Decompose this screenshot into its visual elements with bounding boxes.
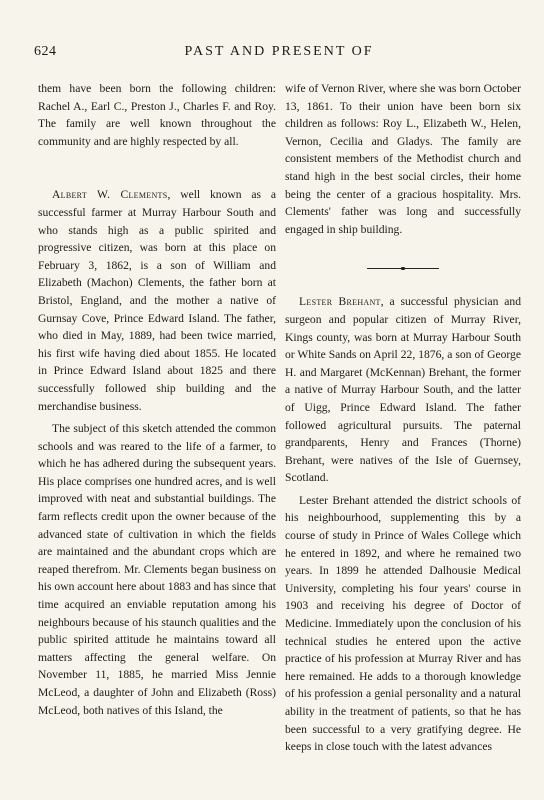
page-header [34, 44, 524, 64]
paragraph-clements-intro-text: , well known as a successful farmer at Murray Harbour South and who stands high as a public spirited and progressive citizen, was born at this place on February 3, 1862, is a son of William and Elizabeth (Machon) Clements, the father born at Bristol, England, and the mother a native of Gurnsay Cove, Prince Edward Island. The father, who died in May, 1889, had been twice married, his first wife having died about 1855. He located in Prince Edward Island about 1825 and there successfully followed ship building and the merchandise business. [38, 188, 276, 413]
running-title: PAST AND PRESENT OF [184, 44, 374, 59]
page-number: 624 [34, 44, 57, 59]
paragraph-clements-farm: The subject of this sketch attended the common schools and was reared to the life of a farmer, to which he has adhered during the subsequent years. His place comprises one hundred acres, and is well improved with neat and substantial buildings. The farm reflects credit upon the owner because of the advanced state of cultivation in which the fields are maintained and the abundant crops which are reaped therefrom. Mr. Clements began business on his own account here about 1883 and has since that time acquired an enviable reputation among his neighbours because of his staunch qualities and the public spirited attitude he maintains toward all matters affecting the general welfare. On November 11, 1885, he married Miss Jennie McLeod, a daughter of John and Elizabeth (Ross) McLeod, both natives of this Island, the [38, 422, 276, 717]
paragraph-children-list: them have been born the following children: Rachel A., Earl C., Preston J., Charles F. and Roy. The family are well known throughout the community and are highly respected by all. [38, 82, 276, 148]
paragraph-brehant-intro [285, 293, 521, 487]
subject-name-brehant: Lester Brehant [299, 295, 381, 309]
paragraph-brehant-education: Lester Brehant attended the district schools of his neighbourhood, supplementing this by a course of study in Prince of Wales College which he entered in 1892, and where he remained two years. In 1899 he attended Dalhousie Medical University, completing his four years' course in 1903 and receiving his degree of Doctor of Medicine. Immediately upon the conclusion of his technical studies he entered upon the active practice of his profession at Murray River and has here remained. He adds to a thorough knowledge of his profession a genial personality and a natural ability in the treatment of patients, so that he has been successful to a very gratifying degree. He keeps in close touch with the latest advances [285, 493, 521, 754]
paragraph-clements-family: wife of Vernon River, where she was born October 13, 1861. To their union have been born six children as follows: Roy L., Elizabeth W., Helen, Vernon, Cecilia and Gladys. The family are consistent members of the Methodist church and stand high in the best social circles, their home being the center of a gracious hospitality. Mrs. Clements' father was long and successfully engaged in ship building. [285, 82, 521, 236]
section-separator [367, 268, 439, 269]
paragraph-brehant-intro-text: , a successful physician and surgeon and popular citizen of Murray River, Kings county, was born at Murray Harbour South or White Sands on April 22, 1876, a son of George H. and Margaret (McKennan) Brehant, the former a native of Murray Harbour South, and the latter of Uigg, Prince Edward Island. The father followed agricultural pursuits. The paternal grandparents, Henry and Frances (Thorne) Brehant, were natives of the Isle of Guernsey, Scotland. [285, 295, 521, 485]
right-column [285, 80, 521, 756]
subject-name-clements: Albert W. Clements [52, 188, 168, 202]
left-column [38, 80, 276, 719]
paragraph-clements-intro [38, 186, 276, 415]
